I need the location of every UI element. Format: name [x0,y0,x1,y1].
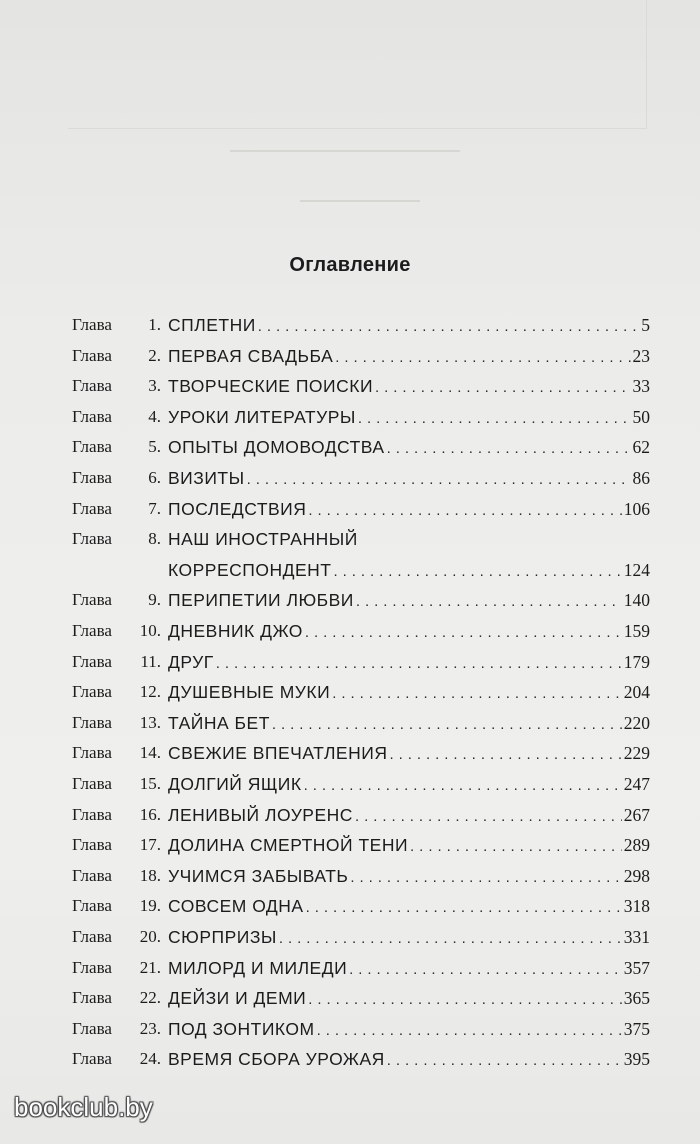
dot-leader [305,619,622,647]
chapter-word: Глава [72,804,112,824]
chapter-word: Глава [72,774,112,793]
chapter-word: Глава [72,1018,112,1038]
chapter-number: 17. [139,835,161,855]
toc-line [168,556,650,584]
dot-leader [358,405,631,433]
toc-line [168,770,650,798]
chapter-word: Глава [72,835,112,855]
chapter-title: ДРУГ [168,651,214,672]
chapter-number: 9. [148,590,161,610]
chapter-word: Глава [72,315,112,334]
chapter-word: Глава [72,406,112,426]
page-number: 267 [623,804,650,825]
toc-entry [72,311,650,339]
page-number: 298 [623,865,650,886]
page-number: 33 [632,376,650,397]
toc-line [168,1045,650,1073]
chapter-number: 20. [139,927,161,946]
toc-entry [72,1045,650,1073]
toc-entry [72,801,650,829]
chapter-word: Глава [72,621,112,640]
toc-line [168,892,650,920]
chapter-title: СВЕЖИЕ ВПЕЧАТЛЕНИЯ [168,743,388,764]
dot-leader [355,803,622,831]
page-number: 179 [623,651,650,672]
dot-leader [258,313,639,341]
chapter-word: Глава [72,345,112,365]
page-number: 365 [623,988,650,1009]
toc-line [168,403,650,431]
page-number: 62 [632,437,650,458]
page-title: Оглавление [289,254,411,276]
chapter-title-line1: НАШ ИНОСТРАННЫЙ [168,529,358,550]
chapter-title: МИЛОРД И МИЛЕДИ [168,957,348,978]
toc-line [168,372,650,400]
toc-line [168,342,650,370]
page-number: 375 [623,1018,650,1039]
chapter-title: ВИЗИТЫ [168,468,245,488]
chapter-word: Глава [72,927,112,946]
chapter-title: ДЕЙЗИ И ДЕМИ [168,988,307,1009]
chapter-title: ДНЕВНИК ДЖО [168,621,303,641]
dot-leader [247,466,631,494]
toc-entry [72,984,650,1012]
toc-entry [72,495,650,523]
chapter-title: КОРРЕСПОНДЕНТ [168,559,332,580]
toc-entry [72,862,650,890]
chapter-number: 19. [139,896,161,916]
dot-leader [356,588,622,616]
toc-line [168,433,650,461]
chapter-number: 14. [139,743,161,763]
chapter-word: Глава [72,743,112,763]
chapter-word: Глава [72,437,112,457]
toc-entry [72,586,650,614]
chapter-number: 12. [139,682,161,702]
page-number: 289 [623,835,650,856]
toc-entry [72,617,650,645]
chapter-number: 23. [139,1018,161,1038]
chapter-title: СОВСЕМ ОДНА [168,896,304,917]
dot-leader [410,833,622,861]
chapter-word: Глава [72,712,112,732]
chapter-word: Глава [72,498,112,518]
dot-leader [375,374,630,402]
chapter-number: 2. [148,345,161,365]
bleed-through-frame [68,0,647,129]
chapter-title: ПОСЛЕДСТВИЯ [168,498,307,519]
page-number: 86 [632,468,650,488]
toc-line [168,678,650,706]
chapter-title: ПЕРИПЕТИИ ЛЮБВИ [168,590,354,611]
chapter-word: Глава [72,957,112,977]
dot-leader [272,711,622,739]
toc-line [168,464,650,492]
chapter-word: Глава [72,865,112,885]
chapter-title: ТВОРЧЕСКИЕ ПОИСКИ [168,376,374,397]
chapter-word: Глава [72,468,112,487]
dot-leader [317,1017,622,1045]
chapter-number: 18. [139,865,161,885]
toc-entry [72,892,650,920]
chapter-word: Глава [72,682,112,702]
chapter-number: 22. [139,988,161,1008]
chapter-word: Глава [72,651,112,671]
toc-entry [72,709,650,737]
toc-entry [72,403,650,431]
toc-line [168,709,650,737]
toc-entry [72,372,650,400]
toc-entry [72,433,650,461]
chapter-number: 4. [148,406,161,426]
page-number: 220 [623,712,650,733]
chapter-number: 15. [139,774,161,793]
bleed-through-line [230,150,460,152]
toc-entry [72,525,650,586]
chapter-word: Глава [72,988,112,1008]
toc-line [168,801,650,829]
toc-entry [72,464,650,492]
chapter-title: ЛЕНИВЫЙ ЛОУРЕНС [168,804,353,825]
toc-line [168,1015,650,1043]
page-number: 395 [623,1049,650,1070]
chapter-title: ОПЫТЫ ДОМОВОДСТВА [168,437,385,458]
toc-line [168,739,650,767]
page-number: 106 [623,498,650,519]
chapter-number: 5. [148,437,161,457]
dot-leader [335,344,630,372]
chapter-number: 7. [148,498,161,518]
toc-entry [72,923,650,951]
toc-line [168,831,650,859]
toc-line [168,617,650,645]
page-number: 23 [632,345,650,366]
chapter-title: ДУШЕВНЫЕ МУКИ [168,682,331,703]
toc-entry [72,831,650,859]
dot-leader [308,986,622,1014]
chapter-title: ТАЙНА БЕТ [168,712,270,733]
watermark: bookclub.by [14,1092,153,1122]
chapter-word: Глава [72,1049,112,1069]
chapter-number: 24. [139,1049,161,1069]
dot-leader [350,864,621,892]
chapter-number: 8. [148,529,161,549]
page-number: 331 [623,927,650,947]
chapter-title: УЧИМСЯ ЗАБЫВАТЬ [168,865,349,886]
toc-line [168,954,650,982]
toc-line [168,862,650,890]
chapter-number: 10. [139,621,161,640]
toc-line [168,586,650,614]
chapter-number: 3. [148,376,161,396]
dot-leader [387,435,631,463]
toc-line [168,495,650,523]
page-number: 140 [623,590,650,611]
toc-line [168,648,650,676]
chapter-title: ВРЕМЯ СБОРА УРОЖАЯ [168,1049,385,1070]
chapter-title: СПЛЕТНИ [168,315,256,335]
toc-entry [72,678,650,706]
chapter-word: Глава [72,529,112,549]
chapter-word: Глава [72,590,112,610]
page-number: 5 [641,315,650,335]
chapter-title: ПЕРВАЯ СВАДЬБА [168,345,334,366]
dot-leader [333,558,621,586]
dot-leader [304,772,622,800]
toc-line [168,923,650,951]
chapter-number: 11. [140,651,161,671]
chapter-word: Глава [72,376,112,396]
chapter-title: ДОЛИНА СМЕРТНОЙ ТЕНИ [168,835,409,856]
page-number: 50 [632,406,650,427]
page-number: 247 [623,774,650,794]
toc-entry [72,1015,650,1043]
chapter-number: 16. [139,804,161,824]
dot-leader [389,741,621,769]
page-number: 204 [623,682,650,703]
toc-line [168,984,650,1012]
toc-entry [72,954,650,982]
toc-entry [72,648,650,676]
chapter-title: СЮРПРИЗЫ [168,927,277,947]
toc-entry [72,739,650,767]
page-number: 229 [623,743,650,764]
dot-leader [387,1047,622,1075]
chapter-title: ДОЛГИЙ ЯЩИК [168,774,302,794]
page-number: 159 [623,621,650,641]
bleed-through-line [300,200,420,202]
page-number: 318 [623,896,650,917]
dot-leader [306,894,622,922]
dot-leader [308,497,621,525]
toc-line [168,311,650,339]
chapter-title: УРОКИ ЛИТЕРАТУРЫ [168,406,356,427]
toc-entry [72,342,650,370]
chapter-number: 21. [139,957,161,977]
toc-entry [72,770,650,798]
chapter-number: 1. [148,315,161,334]
dot-leader [349,956,622,984]
chapter-title: ПОД ЗОНТИКОМ [168,1018,315,1039]
dot-leader [332,680,622,708]
dot-leader [279,925,622,953]
page-number: 124 [623,559,650,580]
dot-leader [216,650,622,678]
chapter-word: Глава [72,896,112,916]
chapter-number: 13. [139,712,161,732]
chapter-number: 6. [148,468,161,487]
page-number: 357 [623,957,650,978]
